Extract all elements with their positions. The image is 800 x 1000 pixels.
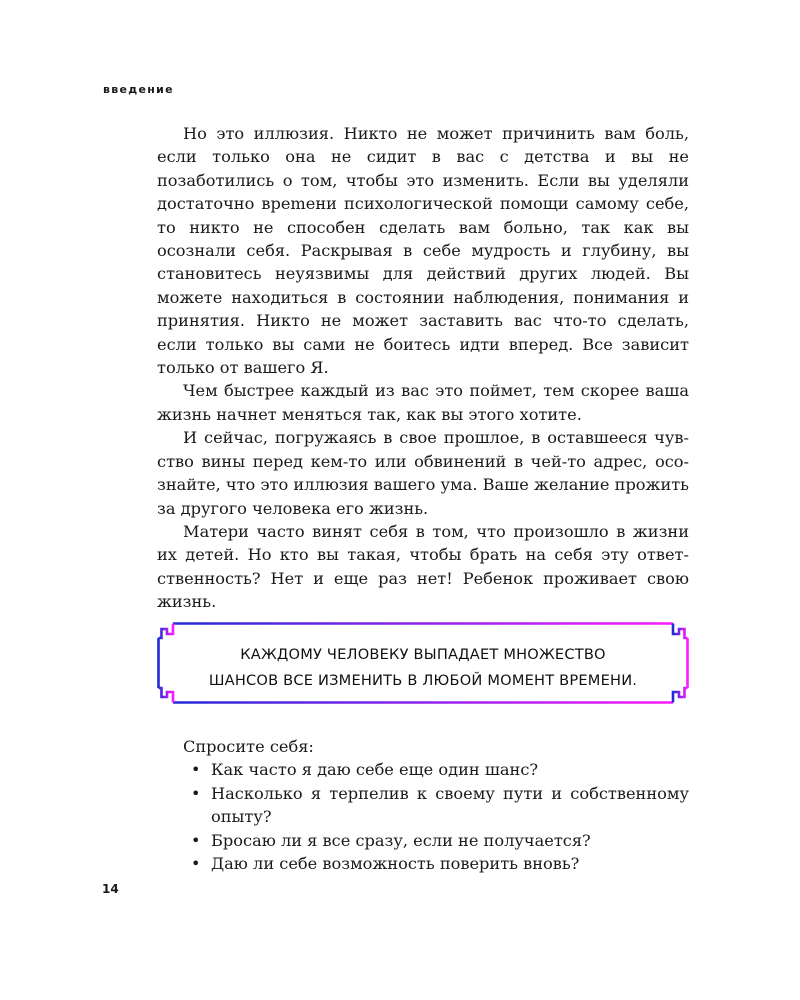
paragraph: Но это иллюзия. Никто не может причинить вам боль, если только она не сидит в вас с детства и вы не позаботились о том, чтобы это изменить. Если вы уделяли достаточно вреmени психологической помощи самому себе, то никто не способен сделать вам больно, так как вы осознали себя. Раскрывая в себе мудрость и глубину, вы становитесь неуязвимы для действий других людей. Вы можете находиться в состоянии наблюдения, понимания и принятия. Никто не может заставить вас что-то сделать, если только вы сами не боитесь идти вперед. Все зависит только от вашего Я. — [157, 124, 689, 378]
questions-lead: Спросите себя: — [183, 737, 314, 756]
callout-text — [157, 642, 689, 694]
question-text: Даю ли себе возможность поверить вновь? — [211, 854, 580, 874]
bullet-icon: • — [191, 854, 201, 874]
self-questions — [157, 735, 689, 875]
paragraph: И сейчас, погружаясь в свое прошлое, в оставшееся чувство вины перед кем-то или обвинений в чей-то адрес, осознайте, что это иллюзия вашего ума. Ваше желание прожить за другого человека его жизнь. — [157, 428, 689, 518]
list-item — [157, 758, 689, 781]
list-item — [157, 829, 689, 852]
bullet-icon: • — [191, 783, 201, 803]
question-list — [157, 758, 689, 875]
paragraph: Чем быстрее каждый из вас это поймет, тем скорее ваша жизнь начнет меняться так, как вы этого хотите. — [157, 381, 689, 424]
question-text: Насколько я терпелив к своему пути и собственному опыту? — [211, 783, 689, 827]
question-text: Бросаю ли я все сразу, если не получается? — [211, 830, 591, 850]
question-text: Как часто я даю себе еще один шанс? — [211, 760, 539, 780]
list-item — [157, 782, 689, 829]
bullet-icon: • — [191, 830, 201, 850]
paragraph: Матери часто винят себя в том, что произошло в жизни их детей. Но кто вы такая, чтобы брать на себя эту ответственность? Нет и еще раз нет! Ребенок проживает свою жизнь. — [157, 521, 689, 612]
running-header-title: введение — [103, 83, 174, 96]
callout-box — [157, 622, 689, 704]
body-text — [157, 122, 689, 614]
callout-line: КАЖДОМУ ЧЕЛОВЕКУ ВЫПАДАЕТ МНОЖЕСТВО — [240, 646, 606, 663]
list-item — [157, 852, 689, 875]
callout-line: ШАНСОВ ВСЕ ИЗМЕНИТЬ В ЛЮБОЙ МОМЕНТ ВРЕМЕНИ. — [208, 672, 638, 689]
page-number: 14 — [102, 882, 119, 896]
bullet-icon: • — [191, 760, 201, 780]
